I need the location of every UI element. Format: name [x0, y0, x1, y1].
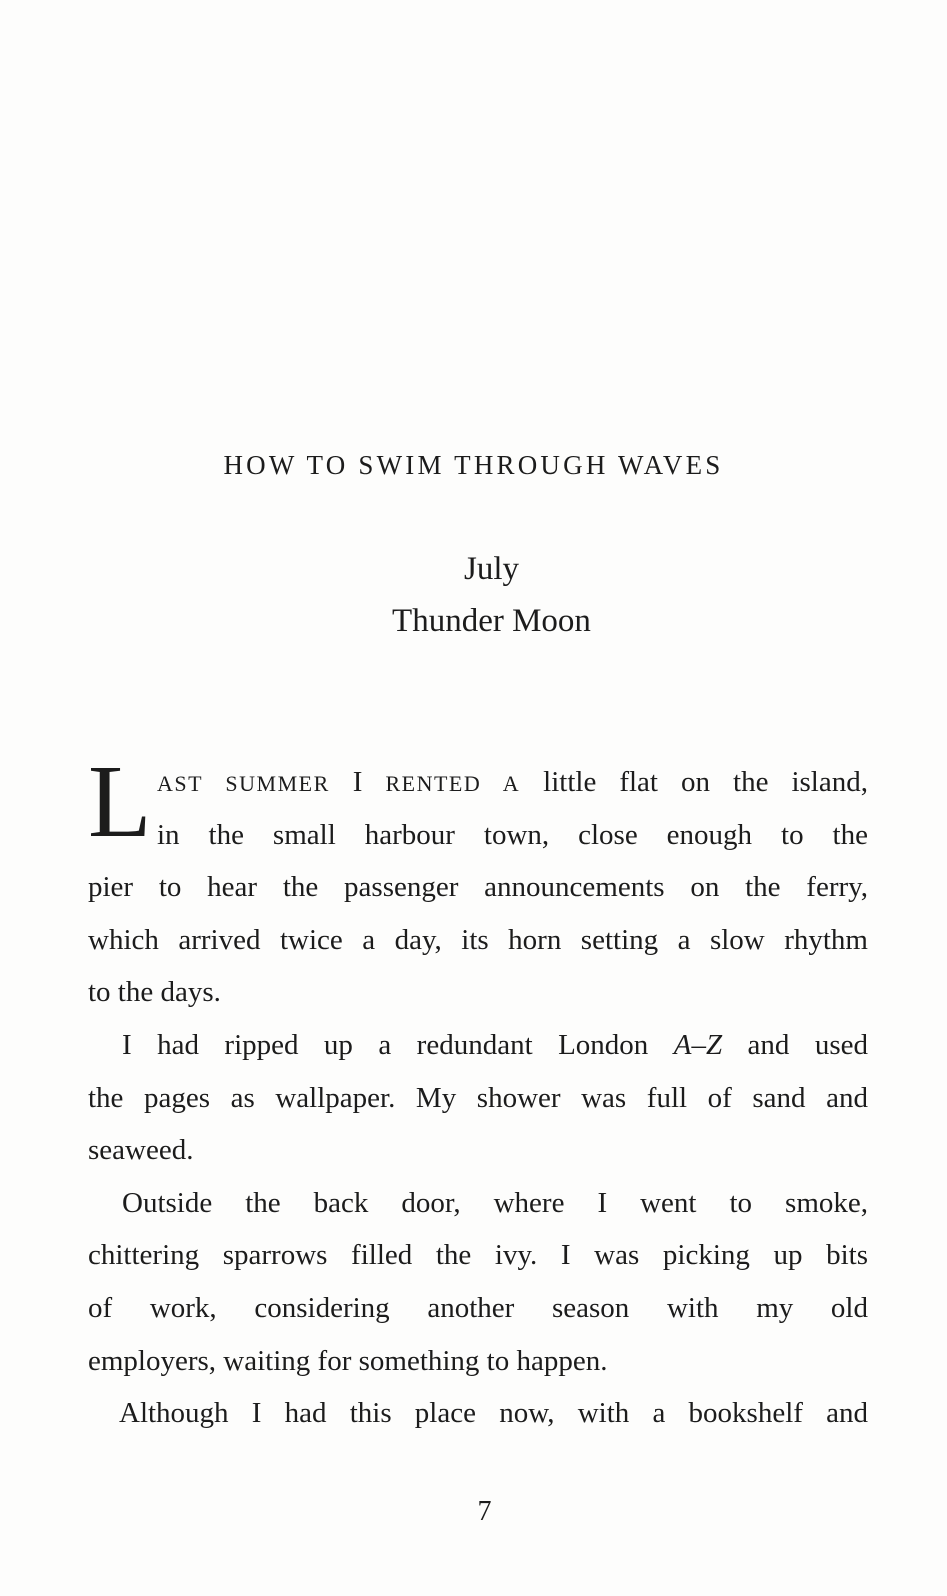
body-line: chittering sparrows filled the ivy. I was picking up bits [88, 1239, 868, 1271]
chapter-moon: Thunder Moon [392, 603, 591, 639]
line-text-after: and used [722, 1029, 868, 1061]
small-caps-rented-a: RENTED A [385, 771, 521, 796]
body-line [122, 1025, 868, 1065]
line-text-before: I had ripped up a redundant London [122, 1029, 674, 1061]
chapter-title: HOW TO SWIM THROUGH WAVES [223, 450, 724, 480]
body-line: seaweed. [88, 1134, 194, 1166]
opening-text-i: I [329, 766, 386, 798]
body-line: employers, waiting for something to happen. [88, 1345, 608, 1377]
body-line: Although I had this place now, with a bookshelf and [119, 1397, 868, 1429]
opening-text-rest: little flat on the island, [520, 766, 868, 798]
body-line: the pages as wallpaper. My shower was full of sand and [88, 1082, 868, 1114]
opening-line [157, 762, 868, 802]
small-caps-last-summer: AST SUMMER [157, 771, 330, 796]
body-line: Outside the back door, where I went to smoke, [122, 1187, 868, 1219]
body-line: of work, considering another season with my old [88, 1292, 868, 1324]
body-line: which arrived twice a day, its horn setting a slow rhythm [88, 924, 868, 956]
body-line: to the days. [88, 976, 221, 1008]
drop-cap: L [88, 744, 152, 859]
body-line: in the small harbour town, close enough to the [157, 819, 868, 851]
chapter-month: July [463, 551, 519, 587]
body-line: pier to hear the passenger announcements on the ferry, [88, 871, 868, 903]
line-text-italic: A–Z [673, 1029, 723, 1061]
page-number: 7 [477, 1496, 492, 1527]
